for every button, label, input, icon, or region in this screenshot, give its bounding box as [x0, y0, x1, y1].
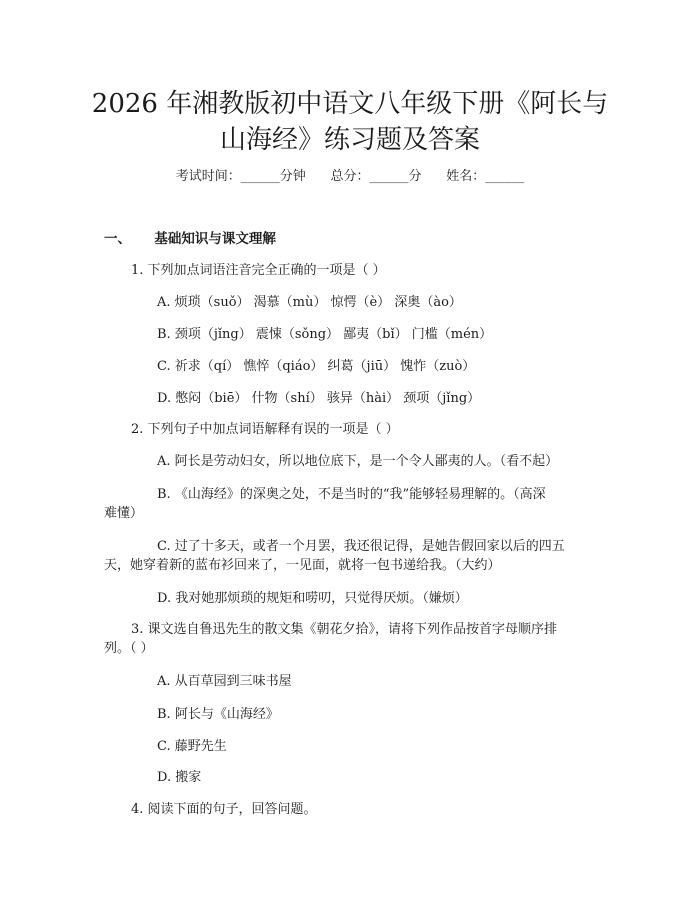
question-2-stem: 2. 下列句子中加点词语解释有误的一项是（ ） [131, 422, 399, 437]
question-2-option-b-cont: 难懂） [104, 506, 144, 521]
question-2-option-b: B. 《山海经》的深奥之处，不是当时的“我”能够轻易理解的。（高深 [157, 487, 546, 502]
question-3-stem-cont: 列。（ ） [104, 641, 154, 656]
question-2-option-a: A. 阿长是劳动妇女，所以地位底下，是一个令人鄙夷的人。（看不起） [157, 454, 559, 469]
question-1-option-a: A. 烦琐（suǒ） 渴慕（mù） 惊愕（è） 深奥（ào） [157, 295, 462, 310]
question-2-option-d: D. 我对她那烦琐的规矩和唠叨，只觉得厌烦。（嫌烦） [157, 591, 468, 606]
section-number: 一、 [104, 231, 131, 247]
question-2-option-c: C. 过了十多天，或者一个月罢，我还很记得，是她告假回家以后的四五 [157, 539, 565, 554]
question-1-stem: 1. 下列加点词语注音完全正确的一项是（ ） [131, 263, 386, 278]
document-title-line-1: 2026 年湘教版初中语文八年级下册《阿长与 [91, 89, 609, 119]
section-title: 基础知识与课文理解 [154, 231, 276, 247]
question-3-option-d: D. 搬家 [157, 770, 202, 785]
question-1-option-c: C. 祈求（qí） 憔悴（qiáo） 纠葛（jiū） 愧怍（zuò） [157, 359, 476, 374]
exam-info: 考试时间：______分钟 总分：______分 姓名：______ [175, 169, 525, 184]
question-1-option-d: D. 憋闷（biē） 什物（shí） 骇异（hài） 颈项（jǐng） [157, 391, 481, 406]
question-4-stem: 4. 阅读下面的句子，回答问题。 [131, 802, 317, 817]
document-title-line-2: 山海经》练习题及答案 [219, 125, 480, 155]
question-3-option-b: B. 阿长与《山海经》 [157, 707, 279, 722]
question-3-stem: 3. 课文选自鲁迅先生的散文集《朝花夕拾》，请将下列作品按首字母顺序排 [131, 622, 558, 637]
section-heading [104, 230, 276, 248]
question-2-option-c-cont: 天，她穿着新的蓝布衫回来了，一见面，就将一包书递给我。（大约） [104, 558, 501, 573]
question-3-option-a: A. 从百草园到三味书屋 [157, 674, 292, 689]
question-1-option-b: B. 颈项（jǐng） 震悚（sǒng） 鄙夷（bǐ） 门槛（mén） [157, 327, 493, 342]
question-3-option-c: C. 藤野先生 [157, 739, 227, 754]
